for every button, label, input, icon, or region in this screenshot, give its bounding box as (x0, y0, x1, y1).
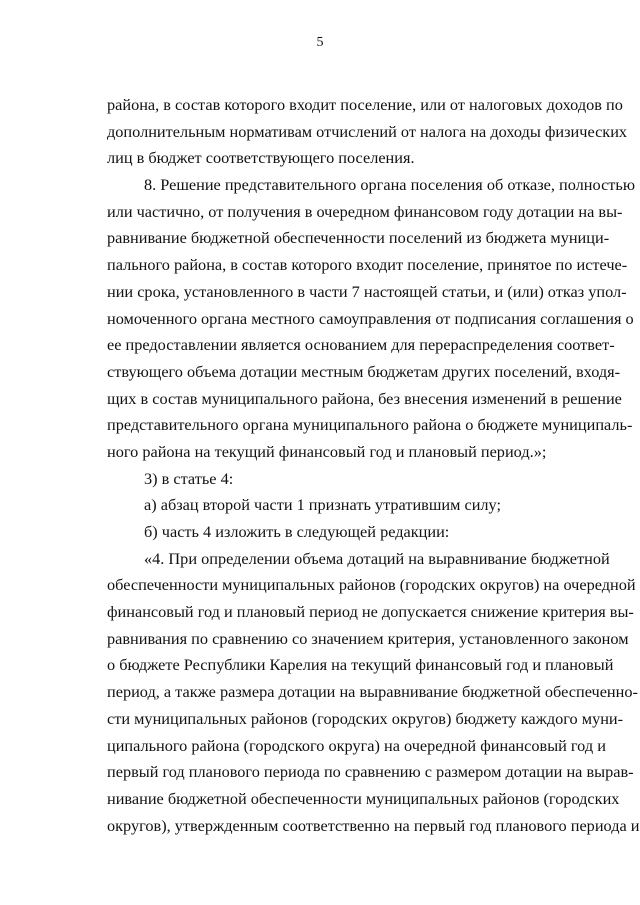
text-line: пального района, в состав которого входит поселение, принятое по истече- (107, 255, 628, 275)
text-line: равнивания по сравнению со значением критерия, установленного законом (107, 628, 629, 648)
text-line: обеспеченности муниципальных районов (городских округов) на очередной (107, 575, 636, 595)
text-line: б) часть 4 изложить в следующей редакции: (144, 522, 450, 541)
text-line: нии срока, установленного в части 7 настоящей статьи, и (или) отказ упол- (107, 281, 627, 301)
text-line: равнивание бюджетной обеспеченности поселений из бюджета муници- (107, 228, 610, 248)
text-line: нивание бюджетной обеспеченности муниципальных районов (городских (107, 788, 620, 808)
text-line: щих в состав муниципального района, без внесения изменений в решение (107, 388, 622, 408)
text-line: а) абзац второй части 1 признать утратившим силу; (144, 495, 501, 515)
text-line: представительного органа муниципального района о бюджете муниципаль- (107, 415, 633, 435)
text-line: сти муниципальных районов (городских округов) бюджету каждого муни- (107, 708, 624, 728)
text-line: ствующего объема дотации местным бюджетам других поселений, входя- (107, 361, 621, 381)
text-line: лиц в бюджет соответствующего поселения. (107, 148, 415, 168)
text-line: «4. При определении объема дотаций на выравнивание бюджетной (144, 548, 610, 568)
text-line: ее предоставлении является основанием для перераспределения соответ- (107, 335, 615, 355)
text-line: 3) в статье 4: (144, 468, 234, 488)
text-line: о бюджете Республики Карелия на текущий финансовый год и плановый (107, 655, 614, 675)
text-line: округов), утвержденным соответственно на первый год планового периода и (107, 815, 640, 835)
text-line: района, в состав которого входит поселение, или от налоговых доходов по (107, 95, 623, 114)
text-line: ципального района (городского округа) на очередной финансовый год и (107, 735, 606, 755)
text-line: номоченного органа местного самоуправления от подписания соглашения о (107, 308, 634, 328)
document-body (107, 92, 640, 839)
page-number: 5 (316, 35, 324, 50)
text-line: период, а также размера дотации на выравнивание бюджетной обеспеченно- (107, 682, 638, 702)
text-line: или частично, от получения в очередном финансовом году дотации на вы- (107, 201, 623, 221)
text-line: 8. Решение представительного органа поселения об отказе, полностью (144, 175, 635, 195)
text-line: финансовый год и плановый период не допускается снижение критерия вы- (107, 602, 634, 622)
text-line: ного района на текущий финансовый год и плановый период.»; (107, 441, 547, 461)
text-line: первый год планового периода по сравнению с размером дотации на вырав- (107, 762, 634, 782)
text-line: дополнительным нормативам отчислений от налога на доходы физических (107, 121, 628, 141)
